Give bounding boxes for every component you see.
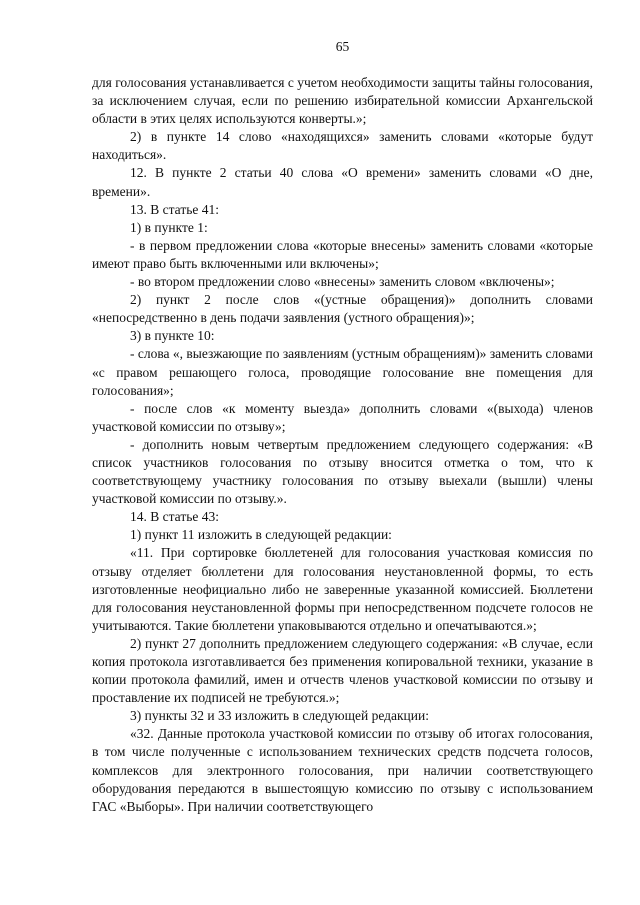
document-body: [92, 74, 593, 816]
paragraph: - в первом предложении слова «которые внесены» заменить словами «которые имеют право быть включенными или включены»;: [92, 237, 593, 271]
paragraph: 1) в пункте 1:: [130, 219, 208, 235]
paragraph: 2) в пункте 14 слово «находящихся» заменить словами «которые будут находиться».: [92, 129, 593, 163]
paragraph: «32. Данные протокола участковой комиссии по отзыву об итогах голосования, в том числе полученные с использованием технических средств подсчета голосов, комплексов для электронного голосования, при наличии соответствующего оборудования передаются в вышестоящую комиссию по отзыву с использованием ГАС «Выборы». При наличии соответствующего: [92, 726, 593, 814]
paragraph: 1) пункт 11 изложить в следующей редакции:: [130, 527, 392, 543]
paragraph: 13. В статье 41:: [130, 201, 220, 217]
paragraph: 3) пункты 32 и 33 изложить в следующей редакции:: [130, 708, 429, 724]
paragraph: 14. В статье 43:: [130, 509, 220, 525]
paragraph: - слова «, выезжающие по заявлениям (устным обращениям)» заменить словами «с правом решающего голоса, проводящие голосование вне помещения для голосования»;: [92, 346, 593, 398]
paragraph: - дополнить новым четвертым предложением следующего содержания: «В список участников голосования по отзыву вносится отметка о том, что к соответствующему участнику голосования по отзыву выехали (вышли) члены участковой комиссии по отзыву.».: [92, 436, 593, 507]
paragraph: 2) пункт 27 дополнить предложением следующего содержания: «В случае, если копия протокола изготавливается без применения копировальной техники, указание в копии протокола фамилий, имен и отчеств членов участковой комиссии по отзыву и проставление их подписей не требуются.»;: [92, 635, 593, 706]
paragraph: «11. При сортировке бюллетеней для голосования участковая комиссия по отзыву отделяет бюллетени для голосования неустановленной формы, то есть изготовленные неофициально либо не заверенные указанной комиссией. Бюллетени для голосования неустановленной формы при непосредственном подсчете голосов не учитываются. Такие бюллетени упаковываются отдельно и опечатываются.»;: [92, 545, 593, 633]
paragraph: 2) пункт 2 после слов «(устные обращения)» дополнить словами «непосредственно в день подачи заявления (устного обращения)»;: [92, 292, 593, 326]
paragraph: 3) в пункте 10:: [130, 328, 215, 344]
paragraph: для голосования устанавливается с учетом необходимости защиты тайны голосования, за исключением случая, если по решению избирательной комиссии Архангельской области в этих целях используются конверты.»;: [92, 75, 593, 127]
paragraph: - во втором предложении слово «внесены» заменить словом «включены»;: [130, 274, 555, 290]
page-number: 65: [335, 39, 350, 54]
paragraph: - после слов «к моменту выезда» дополнить словами «(выхода) членов участковой комиссии по отзыву»;: [92, 400, 593, 434]
paragraph: 12. В пункте 2 статьи 40 слова «О времени» заменить словами «О дне, времени».: [92, 165, 593, 199]
